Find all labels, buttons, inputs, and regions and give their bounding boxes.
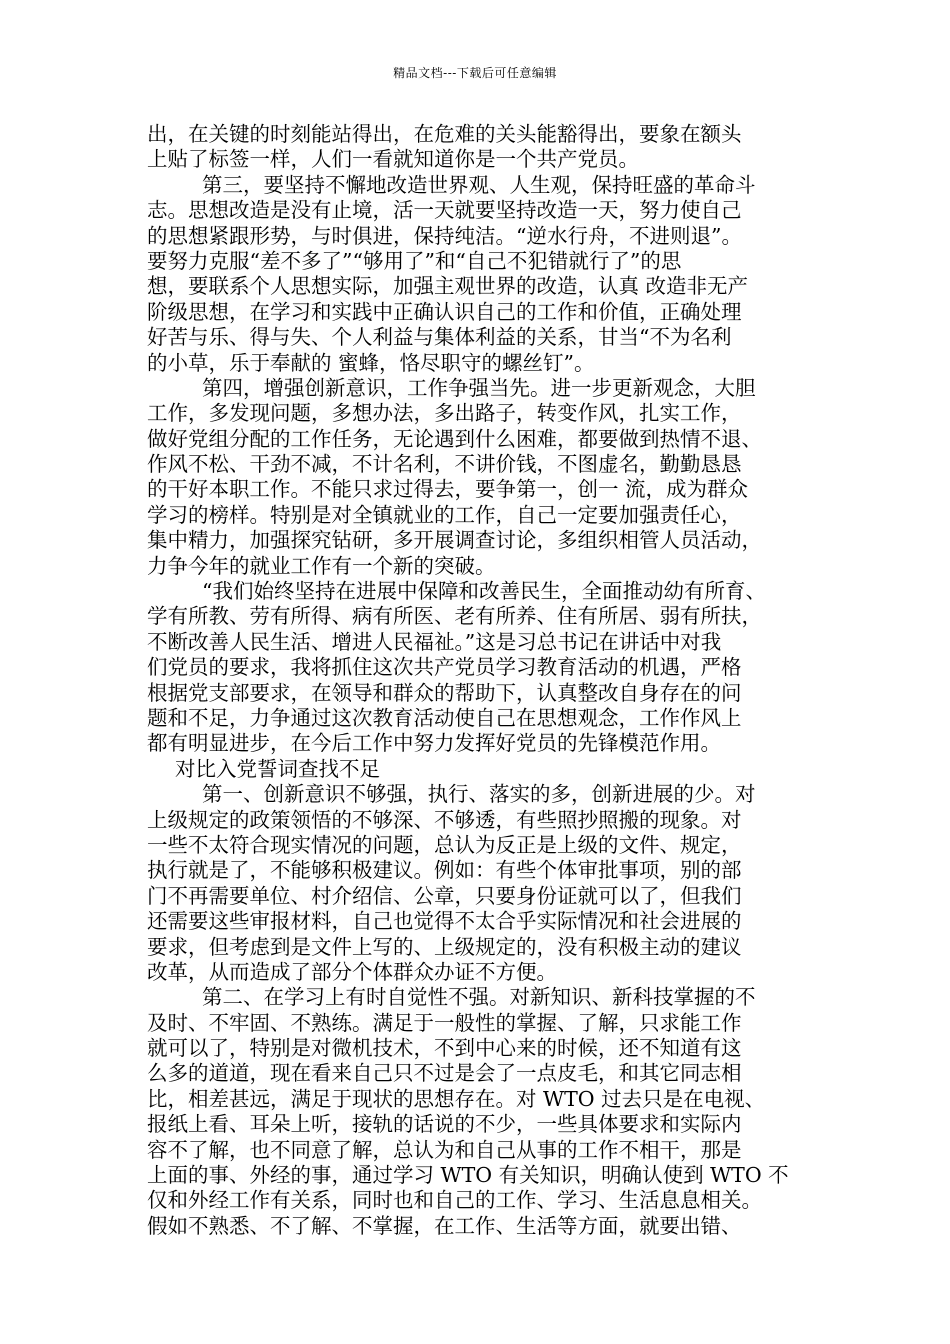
- text-line: 学习的榜样。特别是对全镇就业的工作，自己一定要加强责任心，: [147, 502, 742, 527]
- text-line: 出，在关键的时刻能站得出，在危难的关头能豁得出，要象在额头: [147, 122, 742, 146]
- text-line: 就可以了，特别是对微机技术，不到中心来的时候，还不知道有这: [147, 1036, 742, 1061]
- text-line: 上贴了标签一样，人们一看就知道你是一个共产党员。: [147, 147, 639, 172]
- text-line: 的思想紧跟形势，与时俱进，保持纯洁。“逆水行舟，不进则退”。: [147, 223, 742, 248]
- text-line: 想，要联系个人思想实际，加强主观世界的改造，认真 改造非无产: [147, 274, 749, 299]
- text-line: 做好党组分配的工作任务，无论遇到什么困难，都要做到热情不退、: [147, 426, 762, 451]
- document-body: [147, 122, 821, 1239]
- text-line: 及时、不牢固、不熟练。满足于一般性的掌握、了解，只求能工作: [147, 1010, 742, 1035]
- text-line: “我们始终坚持在进展中保障和改善民生，全面推动幼有所育、: [202, 579, 766, 604]
- text-line: 执行就是了，不能够积极建议。例如：有些个体审批事项，别的部: [147, 858, 742, 883]
- text-line: 志。思想改造是没有止境，活一天就要坚持改造一天，努力使自己: [147, 198, 742, 223]
- text-line: 阶级思想，在学习和实践中正确认识自己的工作和价值，正确处理: [147, 299, 742, 324]
- text-line: 第四，增强创新意识，工作争强当先。进一步更新观念，大胆: [202, 375, 756, 400]
- text-line: 学有所教、劳有所得、病有所医、老有所养、住有所居、弱有所扶，: [147, 604, 762, 629]
- text-line: 好苦与乐、得与失、个人利益与集体利益的关系，甘当“不为名利: [147, 325, 732, 350]
- text-line: 集中精力，加强探究钻研，多开展调查讨论，多组织相管人员活动，: [147, 528, 762, 553]
- page-header: 精品文档---下载后可任意编辑: [393, 66, 557, 80]
- text-line: 工作，多发现问题，多想办法，多出路子，转变作风，扎实工作，: [147, 401, 742, 426]
- text-line: 力争今年的就业工作有一个新的突破。: [147, 553, 496, 578]
- text-line: 改革，从而造成了部分个体群众办证不方便。: [147, 959, 557, 984]
- text-line: 一些不太符合现实情况的问题，总认为反正是上级的文件、规定，: [147, 832, 742, 857]
- text-line: 作风不松、干劲不减，不计名利，不讲价钱，不图虚名，勤勤恳恳: [147, 452, 742, 477]
- text-line: 要努力克服“差不多了”“够用了”和“自己不犯错就行了”的思: [147, 248, 682, 273]
- text-line: 们党员的要求，我将抓住这次共产党员学习教育活动的机遇，严格: [147, 655, 742, 680]
- text-line: 假如不熟悉、不了解、不掌握，在工作、生活等方面，就要出错、: [147, 1213, 742, 1238]
- text-line: 仅和外经工作有关系，同时也和自己的工作、学习、生活息息相关。: [147, 1188, 762, 1213]
- text-line: 的小草，乐于奉献的 蜜蜂，恪尽职守的螺丝钉”。: [147, 350, 595, 375]
- text-line: 么多的道道，现在看来自己只不过是会了一点皮毛，和其它同志相: [147, 1061, 742, 1086]
- text-line: 第三，要坚持不懈地改造世界观、人生观，保持旺盛的革命斗: [202, 172, 756, 197]
- text-line: 不断改善人民生活、增进人民福祉。”这是习总书记在讲话中对我: [147, 629, 722, 654]
- text-line: 都有明显进步，在今后工作中努力发挥好党员的先锋模范作用。: [147, 731, 721, 756]
- text-line: 门不再需要单位、村介绍信、公章，只要身份证就可以了，但我们: [147, 883, 742, 908]
- text-line: 题和不足，力争通过这次教育活动使自己在思想观念，工作作风上: [147, 705, 742, 730]
- text-line: 对比入党誓词查找不足: [175, 756, 380, 781]
- text-line: 的干好本职工作。不能只求过得去，要争第一，创一 流，成为群众: [147, 477, 749, 502]
- text-line: 还需要这些审报材料，自己也觉得不太合乎实际情况和社会进展的: [147, 909, 742, 934]
- text-line: 上面的事、外经的事，通过学习 WTO 有关知识，明确认使到 WTO 不: [147, 1163, 789, 1188]
- text-line: 上级规定的政策领悟的不够深、不够透，有些照抄照搬的现象。对: [147, 807, 742, 832]
- text-line: 第一、创新意识不够强，执行、落实的多，创新进展的少。对: [202, 782, 756, 807]
- text-line: 根据党支部要求，在领导和群众的帮助下，认真整改自身存在的问: [147, 680, 742, 705]
- text-line: 要求，但考虑到是文件上写的、上级规定的，没有积极主动的建议: [147, 934, 742, 959]
- text-line: 报纸上看、耳朵上听，接轨的话说的不少，一些具体要求和实际内: [147, 1112, 742, 1137]
- text-line: 比，相差甚远，满足于现状的思想存在。对 WTO 过去只是在电视、: [147, 1086, 766, 1111]
- text-line: 容不了解，也不同意了解，总认为和自己从事的工作不相干，那是: [147, 1137, 742, 1162]
- text-line: 第二、在学习上有时自觉性不强。对新知识、新科技掌握的不: [202, 985, 756, 1010]
